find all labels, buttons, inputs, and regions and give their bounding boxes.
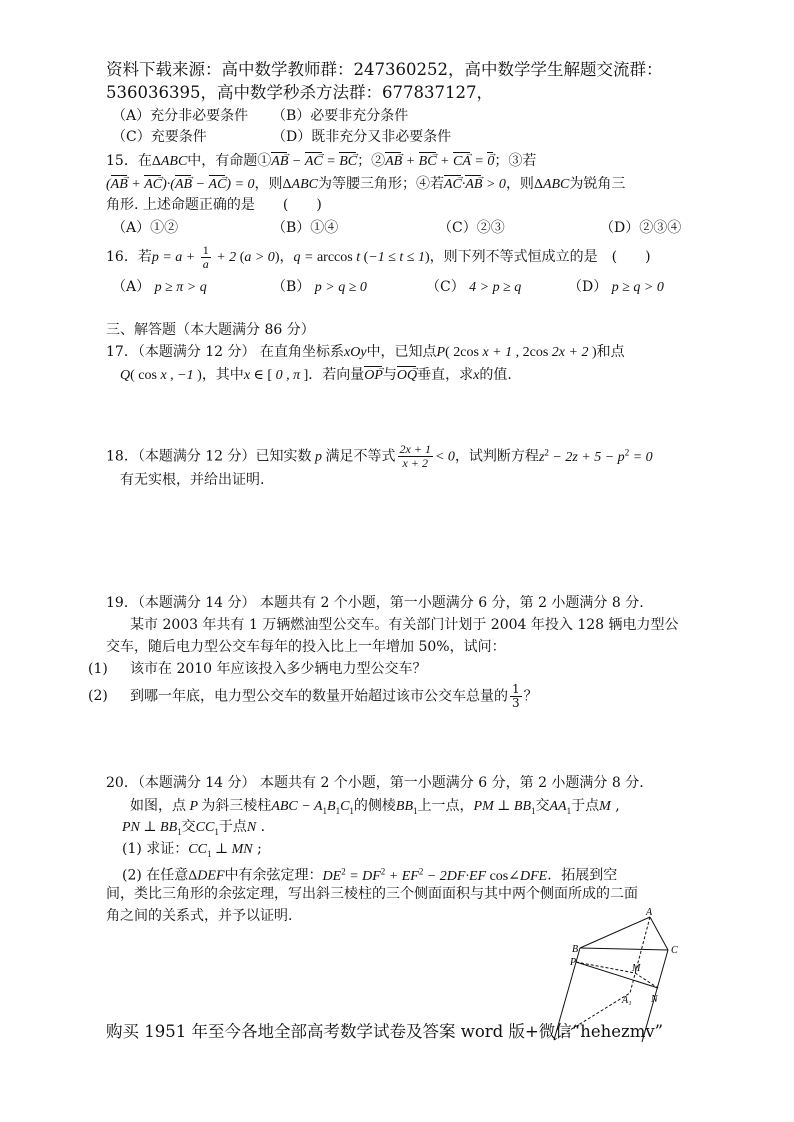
seg-pn [576, 962, 658, 988]
q15-option-c: （C）②③ [438, 220, 505, 236]
q18-line-2: 有无实根，并给出证明. [120, 472, 265, 488]
q14-option-b: （B）必要非充分条件 [272, 108, 409, 124]
q20-part-2-line-2: 间，类比三角形的余弦定理，写出斜三棱柱的三个侧面面积与其中两个侧面所成的二面 [106, 886, 638, 902]
q17-line-1: 17．（本题满分 12 分） 在直角坐标系xOy中，已知点P( 2cos x + 1 , 2cos 2x + 2 )和点 [106, 344, 625, 360]
q15-number: 15． [106, 153, 138, 169]
source-line-1: 资料下载来源：高中数学教师群：247360252，高中数学学生解题交流群： [106, 60, 663, 79]
seg-mn [635, 973, 658, 988]
q19-sub2-number: (2) [88, 688, 108, 704]
q19-sub1: 该市在 2010 年应该投入多少辆电力型公交车？ [130, 661, 427, 677]
q17-line-2: Q( cos x , −1 )，其中x ∈ [ 0 , π ]．若向量OP → 与OQ → 垂直，求x的值. [120, 362, 512, 383]
section-3-heading: 三、解答题（本大题满分 86 分） [106, 322, 315, 338]
q19-body-1: 某市 2003 年共有 1 万辆燃油型公交车。有关部门计划于 2004 年投入 128 辆电力型公 [130, 617, 679, 633]
q18-number: 18． [106, 448, 138, 465]
source-line-2: 536036395，高中数学秒杀方法群：677837127， [106, 83, 493, 102]
q20-line-1: 20．（本题满分 14 分） 本题共有 2 个小题，第一小题满分 6 分，第 2 小题满分 8 分. [106, 775, 644, 791]
label-m: M [632, 963, 641, 974]
q15-line-1: 15．在ΔABC中，有命题①AB → − AC → = BC → ；②AB → + BC → + CA → = 0 → ；③若 [106, 148, 537, 169]
label-n: N [651, 994, 658, 1005]
q16-number: 16． [106, 249, 138, 265]
q20-line-2: 如图，点 P 为斜三棱柱ABC − $A_1B_1C_1$的侧棱$BB_1$上一点，PM ⊥ $BB_1$交$AA_1$于点M , [130, 798, 620, 816]
edge-ac [650, 917, 668, 950]
q16-option-a: （A） p ≥ π > q [112, 279, 207, 295]
q15-option-a: （A）①② [112, 220, 179, 236]
q20-number: 20． [106, 775, 138, 791]
label-a: A [646, 907, 653, 918]
q16-option-c: （C） 4 > p ≥ q [426, 279, 522, 295]
label-a1: A₁ [622, 995, 632, 1006]
q19-sub2: 到哪一年底，电力型公交车的数量开始超过该市公交车总量的 $\frac{1}{3}$ ？ [130, 682, 538, 710]
label-b: B [572, 944, 579, 955]
q15-option-b: （B）①④ [272, 220, 339, 236]
footer-ad: 购买 1951 年至今各地全部高考数学试卷及答案 word 版+微信“hehezmv” [106, 1022, 664, 1041]
q19-number: 19． [106, 595, 138, 611]
q19-line-1: 19．（本题满分 14 分） 本题共有 2 个小题，第一小题满分 6 分，第 2 小题满分 8 分. [106, 595, 644, 611]
q16-option-b: （B） p > q ≥ 0 [272, 279, 367, 295]
q14-option-d: （D）既非充分又非必要条件 [272, 129, 452, 145]
q16-option-d: （D） p ≥ q > 0 [568, 279, 664, 295]
q19-body-2: 交车，随后电力型公交车每年的投入比上一年增加 50%，试问： [106, 639, 506, 655]
label-p: P [570, 957, 577, 968]
q17-number: 17． [106, 344, 138, 360]
edge-bc [580, 948, 668, 950]
q20-part-2-line-1: (2) 在任意ΔDEF中有余弦定理：$DE^2 = DF^2 + EF^2 - 2DF\cdot EF$ cos∠DFE．拓展到空 [122, 866, 618, 884]
q18-line-1: 18．（本题满分 12 分）已知实数 p 满足不等式 $\frac{2x + 1}{x + 2}$ < 0，试判断方程$z^2 - 2z + 5 - p^2 = 0$ [106, 442, 653, 471]
q20-part-1: (1) 求证：$CC_1$ ⊥ MN ; [122, 841, 262, 859]
q20-part-2-line-3: 角之间的关系式，并予以证明. [106, 908, 293, 924]
q15-option-d: （D）②③④ [600, 220, 682, 236]
label-c: C [671, 945, 678, 956]
q15-line-2: (AB → + AC → )·(AB → − AC → ) = 0，则ΔABC为等腰三角形；④若AC → ·AB → > 0，则ΔABC为锐角三 [106, 171, 626, 192]
q20-line-3: PN ⊥ $BB_1$交$CC_1$于点N . [122, 819, 266, 837]
edge-ba [580, 917, 650, 948]
q16-line: 16．若p = a + $\frac{1}{a}$ + 2 (a > 0)，q = arccos t (−1 ≤ t ≤ 1)，则下列不等式恒成立的是 ( ) [106, 243, 651, 272]
q14-option-c: （C）充要条件 [112, 129, 207, 145]
q14-option-a: （A）充分非必要条件 [112, 108, 249, 124]
edge-aa1 [630, 917, 650, 993]
q19-sub1-number: (1) [88, 661, 108, 677]
q15-line-3: 角形. 上述命题正确的是 ( ) [106, 197, 322, 213]
